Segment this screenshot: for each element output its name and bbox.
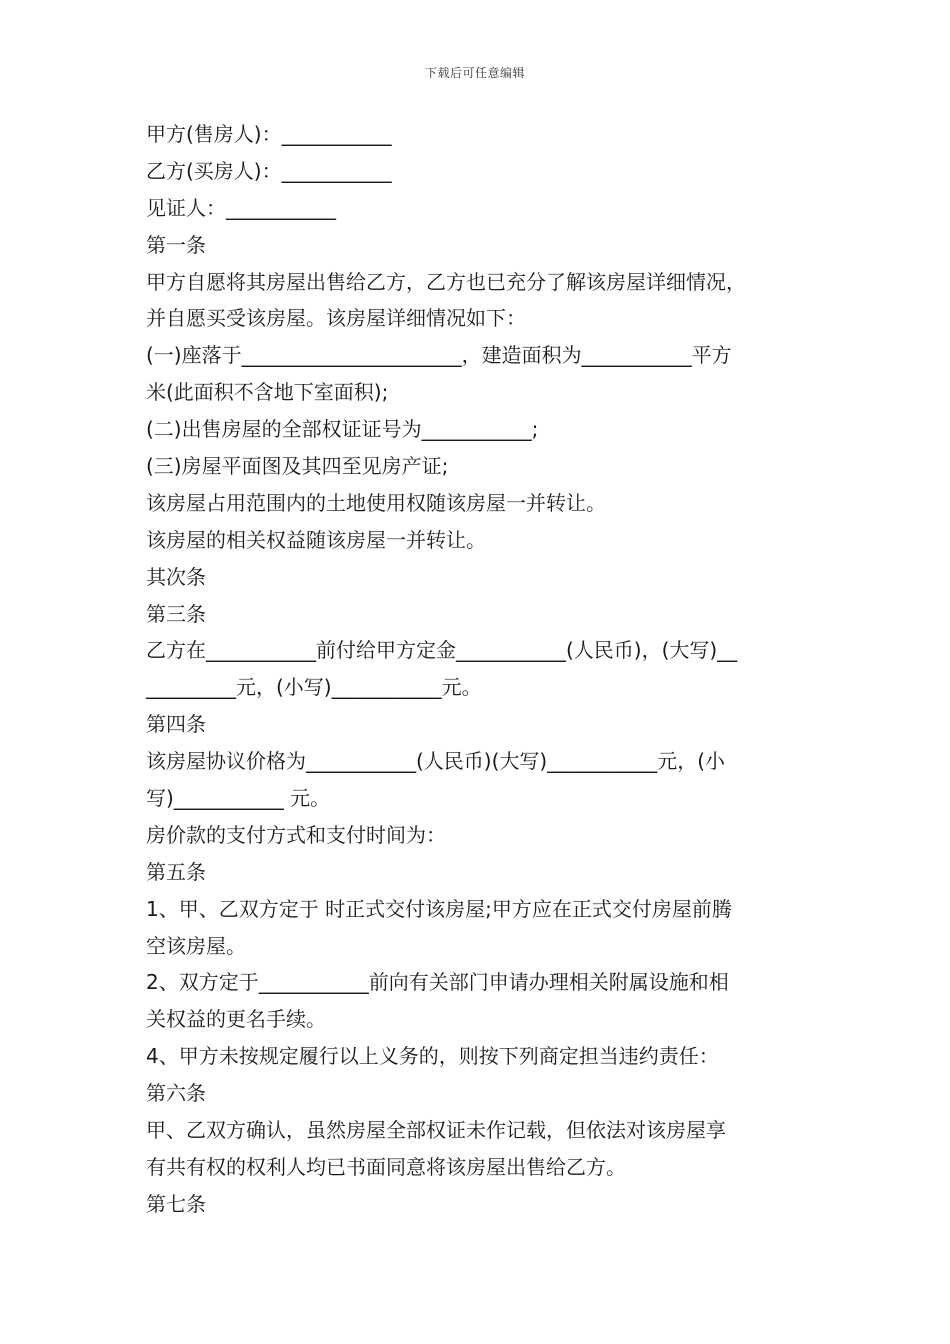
article-7-heading: 第七条 <box>146 1191 206 1216</box>
paragraph-line: 该房屋占用范围内的土地使用权随该房屋一并转让。 <box>146 490 606 515</box>
paragraph-line: 该房屋协议价格为___________(人民币)(大写)___________元，(小 <box>146 749 726 774</box>
paragraph-line: _________元，(小写)___________元。 <box>146 675 482 700</box>
paragraph-line: 甲方自愿将其房屋出售给乙方，乙方也已充分了解该房屋详细情况， <box>146 269 746 294</box>
article-2-heading: 其次条 <box>146 564 206 589</box>
paragraph-line: 空该房屋。 <box>146 933 246 958</box>
article-5-heading: 第五条 <box>146 859 206 884</box>
article-3-heading: 第三条 <box>146 601 206 626</box>
party-b-line: 乙方(买房人)：___________ <box>146 158 392 183</box>
paragraph-line: 关权益的更名手续。 <box>146 1007 326 1032</box>
paragraph-line: (一)座落于______________________，建造面积为___________平方 <box>146 343 732 368</box>
witness-line: 见证人：___________ <box>146 195 336 220</box>
paragraph-line: (三)房屋平面图及其四至见房产证; <box>146 454 449 479</box>
paragraph-line: 写)___________ 元。 <box>146 786 331 811</box>
paragraph-line: 有共有权的权利人均已书面同意将该房屋出售给乙方。 <box>146 1154 626 1179</box>
paragraph-line: 米(此面积不含地下室面积); <box>146 380 389 405</box>
paragraph-line: 该房屋的相关权益随该房屋一并转让。 <box>146 527 486 552</box>
paragraph-line: 4、甲方未按规定履行以上义务的，则按下列商定担当违约责任： <box>146 1044 719 1069</box>
paragraph-line: 1、甲、乙双方定于 时正式交付该房屋;甲方应在正式交付房屋前腾 <box>146 896 732 921</box>
paragraph-line: 房价款的支付方式和支付时间为： <box>146 822 446 847</box>
paragraph-line: 乙方在___________前付给甲方定金___________(人民币)，(大写)__ <box>146 638 738 663</box>
party-a-line: 甲方(售房人)：___________ <box>146 122 392 146</box>
paragraph-line: 甲、乙双方确认，虽然房屋全部权证未作记载，但依法对该房屋享 <box>146 1118 726 1143</box>
paragraph-line: 并自愿买受该房屋。该房屋详细情况如下： <box>146 306 526 331</box>
page-header-note: 下载后可任意编辑 <box>424 66 525 80</box>
contract-body <box>146 116 814 1223</box>
article-4-heading: 第四条 <box>146 712 206 737</box>
paragraph-line: 2、双方定于___________前向有关部门申请办理相关附属设施和相 <box>146 970 729 995</box>
article-1-heading: 第一条 <box>146 232 206 257</box>
article-6-heading: 第六条 <box>146 1081 206 1106</box>
paragraph-line: (二)出售房屋的全部权证证号为___________; <box>146 417 539 442</box>
